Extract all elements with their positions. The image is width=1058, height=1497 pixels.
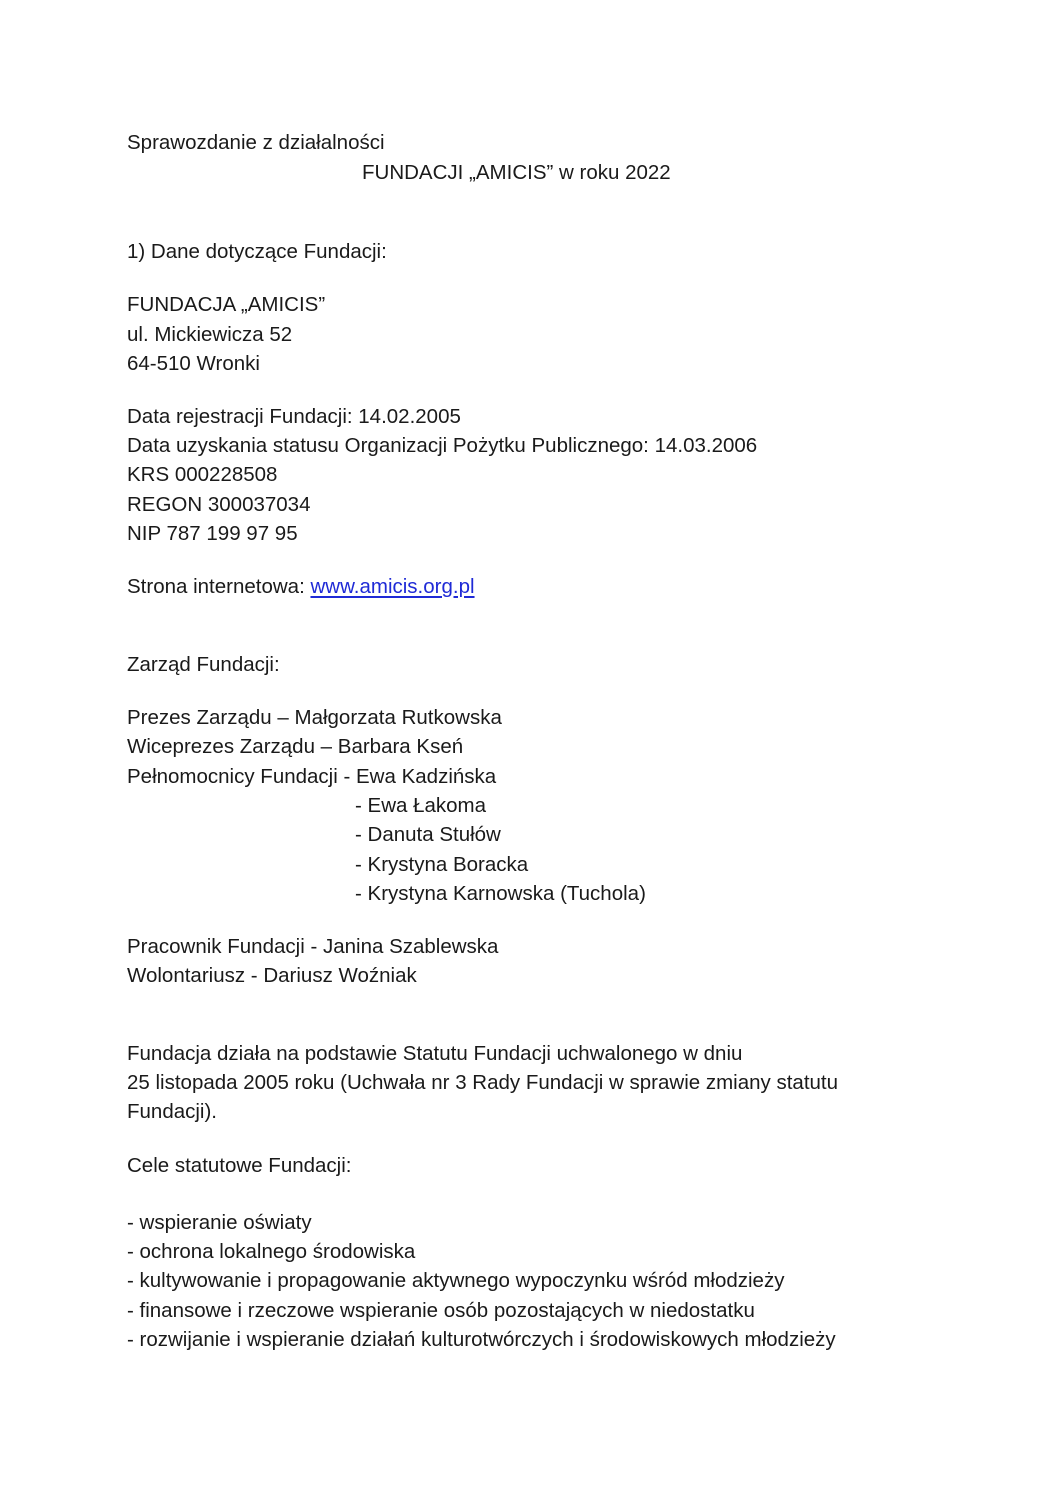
goals-heading: Cele statutowe Fundacji: bbox=[127, 1154, 352, 1177]
statute-text-line: Fundacji). bbox=[127, 1100, 218, 1123]
statute-text-line: 25 listopada 2005 roku (Uchwała nr 3 Rady Fundacji w sprawie zmiany statutu bbox=[127, 1071, 839, 1094]
board-president: Prezes Zarządu – Małgorzata Rutkowska bbox=[127, 706, 502, 729]
board-proxy-item: - Krystyna Karnowska (Tuchola) bbox=[355, 882, 646, 905]
board-heading: Zarząd Fundacji: bbox=[127, 653, 280, 676]
registration-date: Data rejestracji Fundacji: 14.02.2005 bbox=[127, 405, 461, 428]
goal-item: - rozwijanie i wspieranie działań kulturotwórczych i środowiskowych młodzieży bbox=[127, 1328, 836, 1351]
regon-number: REGON 300037034 bbox=[127, 493, 311, 516]
report-title: Sprawozdanie z działalności bbox=[127, 131, 385, 154]
board-proxy-item: - Krystyna Boracka bbox=[355, 853, 529, 876]
krs-number: KRS 000228508 bbox=[127, 463, 278, 486]
goal-item: - kultywowanie i propagowanie aktywnego wypoczynku wśród młodzieży bbox=[127, 1269, 785, 1292]
staff-employee: Pracownik Fundacji - Janina Szablewska bbox=[127, 935, 499, 958]
board-proxies-label: Pełnomocnicy Fundacji - Ewa Kadzińska bbox=[127, 765, 497, 788]
website-row bbox=[127, 572, 475, 602]
foundation-city: 64-510 Wronki bbox=[127, 352, 260, 375]
goal-item: - finansowe i rzeczowe wspieranie osób pozostających w niedostatku bbox=[127, 1299, 755, 1322]
board-proxy-item: - Ewa Łakoma bbox=[355, 794, 487, 817]
board-proxy-item: - Danuta Stułów bbox=[355, 823, 501, 846]
website-link[interactable]: www.amicis.org.pl bbox=[310, 575, 475, 598]
report-subtitle: FUNDACJI „AMICIS” w roku 2022 bbox=[362, 161, 671, 184]
section-heading-foundation-data: 1) Dane dotyczące Fundacji: bbox=[127, 240, 387, 263]
foundation-street: ul. Mickiewicza 52 bbox=[127, 323, 293, 346]
board-vice-president: Wiceprezes Zarządu – Barbara Kseń bbox=[127, 735, 464, 758]
goal-item: - ochrona lokalnego środowiska bbox=[127, 1240, 416, 1263]
opp-status-date: Data uzyskania statusu Organizacji Pożytku Publicznego: 14.03.2006 bbox=[127, 434, 758, 457]
nip-number: NIP 787 199 97 95 bbox=[127, 522, 298, 545]
statute-text-line: Fundacja działa na podstawie Statutu Fundacji uchwalonego w dniu bbox=[127, 1042, 743, 1065]
staff-volunteer: Wolontariusz - Dariusz Woźniak bbox=[127, 964, 417, 987]
website-label: Strona internetowa: bbox=[127, 575, 311, 598]
goal-item: - wspieranie oświaty bbox=[127, 1211, 312, 1234]
foundation-name: FUNDACJA „AMICIS” bbox=[127, 293, 326, 316]
